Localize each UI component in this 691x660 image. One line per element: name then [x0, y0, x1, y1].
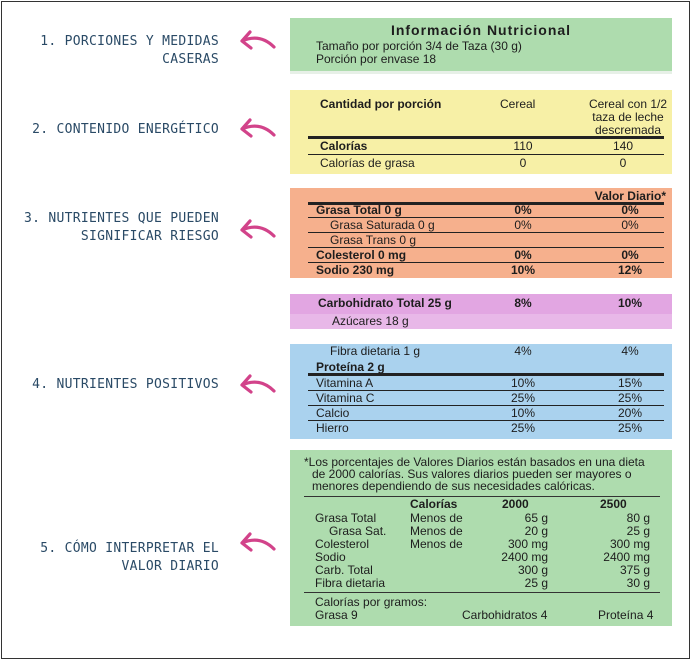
row-value: 0 — [619, 156, 627, 170]
divider — [308, 405, 664, 406]
dv-head-2000: 2000 — [502, 497, 529, 511]
arrow-icon — [236, 29, 278, 55]
row-value: 15% — [617, 376, 643, 390]
dv-row-2500: 25 g — [626, 524, 650, 538]
col-header-cereal: Cereal — [500, 97, 536, 111]
callout-2: 2. CONTENIDO ENERGÉTICO — [32, 122, 219, 137]
dv-row-2500: 2400 mg — [603, 550, 650, 564]
row-value: 0% — [514, 218, 532, 232]
row-value: 0% — [514, 248, 532, 262]
row-value: 110 — [513, 139, 533, 153]
row-value: 20% — [617, 406, 643, 420]
divider — [308, 420, 664, 421]
row-value: 10% — [617, 296, 643, 310]
col-header-amount: Cantidad por porción — [320, 97, 442, 111]
dv-row-limit: Menos de — [410, 537, 463, 551]
dv-row-2000: 300 mg — [507, 537, 548, 551]
row-value: 25% — [510, 391, 536, 405]
dv-head-2500: 2500 — [600, 497, 627, 511]
dv-row-name: Fibra dietaria — [315, 576, 386, 590]
daily-value-header: Valor Diario* — [594, 189, 666, 203]
row-value: 0% — [621, 203, 639, 217]
callout-3: 3. NUTRIENTES QUE PUEDEN SIGNIFICAR RIESGO — [23, 211, 219, 244]
row-value: 0% — [621, 248, 639, 262]
row-value: 10% — [510, 263, 536, 277]
dv-row-name: Grasa Total — [315, 511, 377, 525]
arrow-icon — [236, 531, 278, 557]
dv-row-2500: 375 g — [619, 563, 650, 577]
row-value: 12% — [617, 263, 643, 277]
dv-row-limit: Menos de — [410, 524, 463, 538]
divider — [304, 592, 660, 593]
callout-5: 5. CÓMO INTERPRETAR EL VALOR DIARIO — [40, 541, 219, 574]
row-value: 140 — [612, 139, 634, 153]
row-value: 25% — [617, 391, 643, 405]
dv-row-2000: 300 g — [517, 563, 548, 577]
serving-size: Tamaño por porción 3/4 de Taza (30 g) — [316, 39, 522, 53]
daily-value-panel — [290, 450, 672, 626]
serving-panel — [290, 18, 672, 74]
row-value: 4% — [621, 344, 639, 358]
row-value: 0 — [519, 156, 527, 170]
row-name: Calorías de grasa — [320, 156, 415, 170]
divider — [308, 154, 664, 155]
dv-row-2500: 300 mg — [609, 537, 650, 551]
dv-row-2000: 65 g — [524, 511, 548, 525]
servings-per-container: Porción por envase 18 — [316, 52, 437, 66]
fiber-row — [290, 344, 672, 359]
row-value: 25% — [510, 421, 536, 435]
row-name: Grasa Total 0 g — [316, 203, 402, 217]
dv-row-2000: 25 g — [524, 576, 548, 590]
callout-1: 1. PORCIONES Y MEDIDAS CASERAS — [40, 34, 219, 67]
row-name: Hierro — [316, 421, 349, 435]
row-name: Carbohidrato Total 25 g — [318, 296, 452, 310]
row-value: 10% — [510, 376, 536, 390]
row-name: Calorías — [320, 139, 368, 153]
risk-panel — [290, 188, 672, 278]
row-name: Grasa Trans 0 g — [330, 233, 417, 247]
row-name: Sodio 230 mg — [316, 263, 395, 277]
daily-value-note: *Los porcentajes de Valores Diarios están basados en una dieta de 2000 calorías. Sus valores diarios pueden ser mayores o menores dependiendo de sus necesidades calóricas. — [304, 455, 645, 493]
sugar-row — [290, 314, 672, 329]
dv-row-2000: 20 g — [524, 524, 548, 538]
row-value: 25% — [617, 421, 643, 435]
arrow-icon — [236, 117, 278, 143]
positive-panel — [290, 359, 672, 439]
callout-4: 4. NUTRIENTES POSITIVOS — [32, 377, 219, 392]
per-gram-fat: Grasa 9 — [315, 608, 358, 622]
dv-row-name: Colesterol — [315, 537, 370, 551]
row-name: Azúcares 18 g — [332, 314, 409, 328]
energy-panel — [290, 90, 672, 174]
dv-row-name: Grasa Sat. — [329, 524, 387, 538]
row-name: Colesterol 0 mg — [316, 248, 407, 262]
per-gram-title: Calorías por gramos: — [315, 595, 428, 609]
row-value: 10% — [510, 406, 536, 420]
row-value: 0% — [514, 203, 532, 217]
dv-row-name: Carb. Total — [315, 563, 373, 577]
dv-row-2500: 80 g — [626, 511, 650, 525]
row-value: 4% — [514, 344, 532, 358]
row-value: 0% — [621, 218, 639, 232]
col-header-cereal-milk: Cereal con 1/2 taza de leche descremada — [588, 97, 668, 137]
label-title: Información Nutricional — [390, 22, 572, 38]
row-name: Proteína 2 g — [316, 360, 385, 374]
carbohydrate-row — [290, 294, 672, 314]
row-name: Vitamina C — [316, 391, 375, 405]
dv-row-name: Sodio — [315, 550, 346, 564]
row-name: Grasa Saturada 0 g — [330, 218, 435, 232]
row-value: 8% — [514, 296, 532, 310]
row-name: Calcio — [316, 406, 350, 420]
row-name: Fibra dietaria 1 g — [330, 344, 421, 358]
dv-row-2500: 30 g — [626, 576, 650, 590]
dv-row-2000: 2400 mg — [501, 550, 548, 564]
dv-row-limit: Menos de — [410, 511, 463, 525]
arrow-icon — [236, 373, 278, 399]
dv-head-calories: Calorías — [410, 497, 458, 511]
row-name: Vitamina A — [316, 376, 374, 390]
per-gram-protein: Proteína 4 — [598, 608, 654, 622]
arrow-icon — [236, 218, 278, 244]
per-gram-carb: Carbohidratos 4 — [462, 608, 548, 622]
